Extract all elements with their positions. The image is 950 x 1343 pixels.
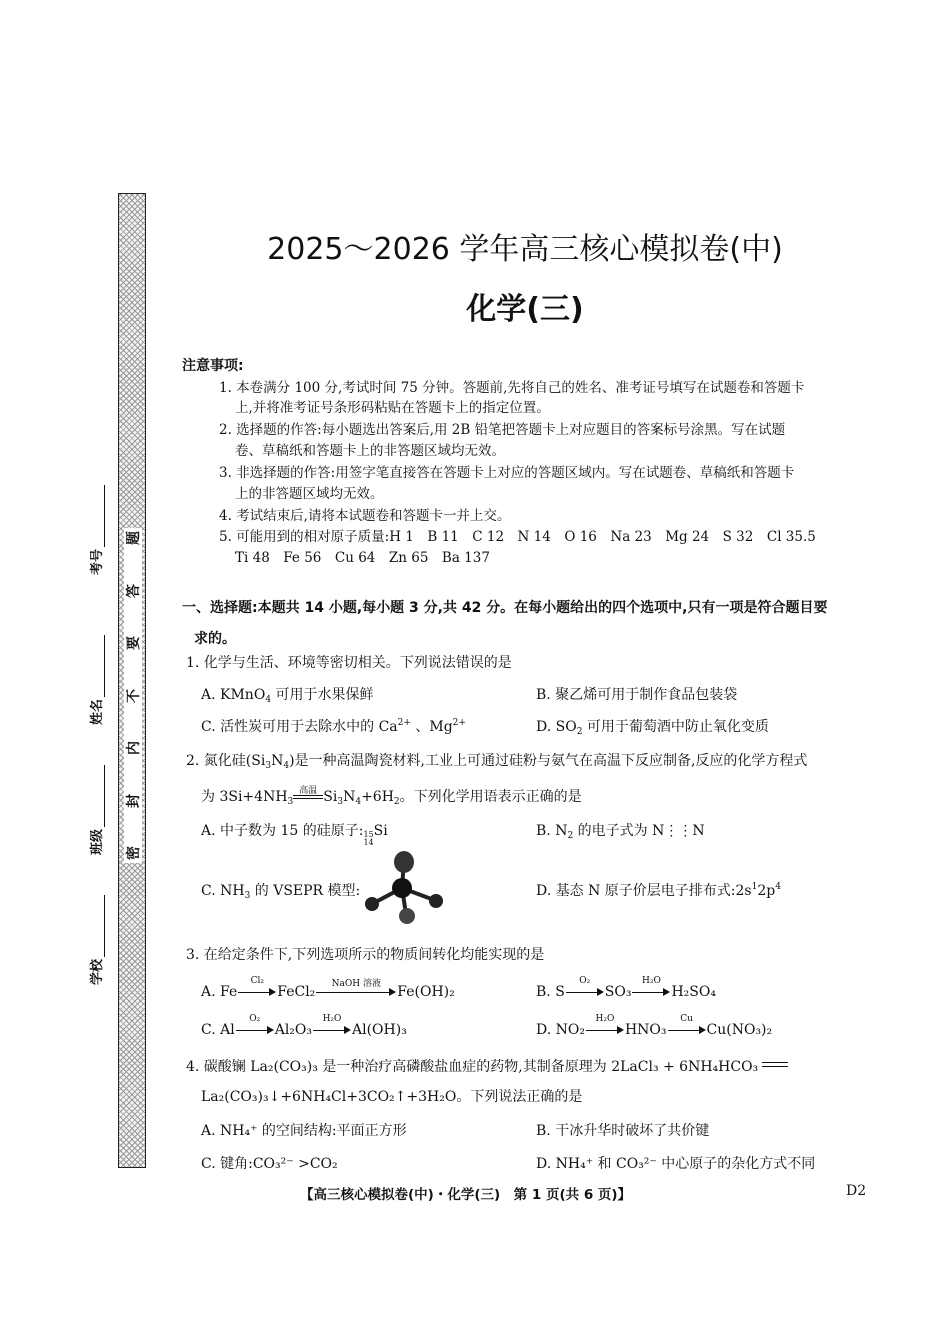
seal-char: 答 — [126, 583, 142, 598]
text: 2 — [393, 797, 400, 807]
page-title: 2025～2026 学年高三核心模拟卷(中) — [267, 232, 783, 267]
text: 2+ — [397, 718, 411, 728]
text: 4 — [775, 882, 781, 892]
text: A. 中子数为 15 的硅原子: — [201, 823, 364, 839]
notice-item: 5. 可能用到的相对原子质量:H 1 B 11 C 12 N 14 O 16 Na 23 Mg 24 S 32 Cl 35.5 — [219, 529, 816, 545]
text: 、Mg — [410, 719, 453, 735]
text: Si — [323, 789, 338, 805]
text: H₂SO₄ — [671, 984, 716, 1000]
school-label: 学校 — [90, 958, 105, 985]
notice-item: 3. 非选择题的作答:用签字笔直接答在答题卡上对应的答题区域内。写在试题卷、草稿纸和答题卡 — [219, 465, 795, 481]
q4-option-c[interactable]: C. 键角:CO₃²⁻ >CO₂ — [201, 1156, 338, 1172]
text: 4 — [265, 695, 272, 705]
section-heading-line: 一、选择题:本题共 14 小题,每小题 3 分,共 42 分。在每小题给出的四个选项中,只有一项是符合题目要 — [182, 600, 828, 616]
equals-sign — [762, 1062, 788, 1067]
text: 4 — [283, 761, 290, 771]
text: FeCl₂ — [277, 984, 316, 1000]
exam-no-label: 考号 — [90, 548, 105, 575]
q2-option-a[interactable] — [201, 820, 388, 847]
text: 3 — [337, 797, 344, 807]
condition: NaOH 溶液 — [331, 979, 381, 989]
section-heading — [182, 593, 872, 655]
text: 4. 碳酸镧 La₂(CO₃)₃ 是一种治疗高磷酸盐血症的药物,其制备原理为 2LaCl₃ + 6NH₄HCO₃ — [186, 1059, 759, 1075]
text: B. N — [536, 823, 568, 839]
reaction-condition: 高温 — [299, 786, 318, 796]
class-field[interactable] — [85, 765, 105, 855]
page-footer: 【高三核心模拟卷(中)・化学(三) 第 1 页(共 6 页)】 — [300, 1187, 632, 1203]
section-heading-line: 求的。 — [194, 631, 236, 647]
mass-number: 15 — [363, 830, 374, 839]
q4-option-d[interactable]: D. NH₄⁺ 和 CO₃²⁻ 中心原子的杂化方式不同 — [536, 1156, 816, 1172]
q3-option-b[interactable] — [536, 976, 716, 1000]
seal-char: 不 — [126, 688, 142, 703]
text: 3 — [287, 797, 294, 807]
notice-item: 2. 选择题的作答:每小题选出答案后,用 2B 铅笔把答题卡上对应题目的答案标号涂黑。写在试题 — [219, 422, 786, 438]
text: 3 — [244, 891, 251, 901]
text: )是一种高温陶瓷材料,工业上可通过硅粉与氨气在高温下反应制备,反应的化学方程式 — [289, 753, 808, 769]
text: 2 — [567, 831, 574, 841]
name-field[interactable] — [85, 635, 105, 725]
text: 2+ — [452, 718, 466, 728]
arrow-icon — [313, 1014, 351, 1036]
q4-stem-line1 — [186, 1056, 876, 1078]
text: +6H — [361, 789, 394, 805]
condition: H₂O — [322, 1014, 342, 1024]
q1-option-a[interactable] — [201, 684, 374, 705]
text: N — [271, 753, 284, 769]
notice-item: Ti 48 Fe 56 Cu 64 Zn 65 Ba 137 — [235, 550, 490, 566]
condition: H₂O — [642, 976, 661, 986]
q2-equation — [201, 786, 582, 813]
seal-warning — [124, 528, 142, 863]
text: 可用于水果保鲜 — [271, 687, 374, 703]
q2-option-b[interactable] — [536, 820, 705, 841]
q4-option-a[interactable]: A. NH₄⁺ 的空间结构:平面正方形 — [201, 1123, 407, 1139]
q4-option-b[interactable]: B. 干冰升华时破坏了共价键 — [536, 1123, 710, 1139]
text: 2 — [576, 727, 583, 737]
text: D. SO — [536, 719, 577, 735]
text: 为 3Si+4NH — [201, 789, 288, 805]
q1-option-d[interactable] — [536, 716, 769, 737]
q2-stem — [186, 750, 807, 777]
q3-stem: 3. 在给定条件下,下列选项所示的物质间转化均能实现的是 — [186, 947, 545, 963]
arrow-icon — [236, 1014, 274, 1036]
text: 1 — [751, 882, 758, 892]
arrow-icon — [668, 1014, 706, 1036]
page-subtitle: 化学(三) — [466, 292, 584, 327]
q2-option-d[interactable] — [536, 880, 781, 900]
name-label: 姓名 — [90, 698, 105, 725]
seal-char: 封 — [126, 793, 142, 808]
arrow-icon — [632, 976, 670, 998]
condition: Cl₂ — [250, 976, 264, 986]
equals-sign — [293, 786, 323, 803]
notice-heading: 注意事项: — [182, 358, 244, 374]
q4-stem-line2: La₂(CO₃)₃↓+6NH₄Cl+3CO₂↑+3H₂O。下列说法正确的是 — [201, 1089, 583, 1105]
condition: O₂ — [579, 976, 591, 986]
atomic-number: 14 — [363, 838, 374, 847]
seal-char: 题 — [126, 531, 142, 545]
q2-option-c[interactable] — [201, 880, 360, 901]
text: C. Al — [201, 1022, 235, 1038]
notice-item: 卷、草稿纸和答题卡上的非答题区域均无效。 — [235, 443, 505, 459]
text: Al(OH)₃ — [352, 1022, 407, 1038]
text: HNO₃ — [624, 1022, 667, 1038]
text: D. NO₂ — [536, 1022, 585, 1038]
text: 。下列化学用语表示正确的是 — [399, 789, 582, 805]
text: A. Fe — [201, 984, 238, 1000]
text: 的 VSEPR 模型: — [250, 883, 361, 899]
class-label: 班级 — [90, 828, 105, 855]
text: 的电子式为 N⋮⋮N — [573, 823, 705, 839]
seal-char: 要 — [126, 636, 142, 650]
arrow-icon — [316, 979, 396, 998]
text: 可用于葡萄酒中防止氧化变质 — [582, 719, 769, 735]
text: D. 基态 N 原子价层电子排布式:2s — [536, 883, 752, 899]
text: Al₂O₃ — [274, 1022, 312, 1038]
text: Fe(OH)₂ — [397, 984, 455, 1000]
condition: H₂O — [595, 1014, 615, 1024]
notice-item: 4. 考试结束后,请将本试题卷和答题卡一并上交。 — [219, 508, 511, 524]
paper-code: D2 — [846, 1183, 867, 1199]
text: SO₃ — [604, 984, 632, 1000]
text: A. KMnO — [201, 687, 266, 703]
text: C. 活性炭可用于去除水中的 Ca — [201, 719, 398, 735]
text: B. S — [536, 984, 565, 1000]
arrow-icon — [586, 1014, 624, 1036]
condition: O₂ — [249, 1014, 261, 1024]
seal-char: 内 — [126, 741, 142, 755]
school-field[interactable] — [85, 895, 105, 985]
exam-no-field[interactable] — [85, 485, 105, 575]
arrow-icon — [238, 976, 276, 998]
q1-stem: 1. 化学与生活、环境等密切相关。下列说法错误的是 — [186, 655, 512, 671]
text: N — [343, 789, 356, 805]
text: Si — [373, 823, 388, 839]
text: 3 — [265, 761, 272, 771]
notice-item: 上,并将准考证号条形码粘贴在答题卡上的指定位置。 — [235, 400, 550, 416]
q1-option-b[interactable]: B. 聚乙烯可用于制作食品包装袋 — [536, 687, 738, 703]
notice-item: 1. 本卷满分 100 分,考试时间 75 分钟。答题前,先将自己的姓名、准考证号填写在试题卷和答题卡 — [219, 380, 805, 396]
seal-char: 密 — [126, 846, 142, 860]
q3-option-a[interactable] — [201, 976, 455, 1000]
notice-item: 上的非答题区域均无效。 — [235, 486, 384, 502]
text: 2. 氮化硅(Si — [186, 753, 266, 769]
vsepr-model-image — [360, 848, 450, 928]
q1-option-c[interactable] — [201, 716, 466, 736]
text: C. NH — [201, 883, 245, 899]
text: 4 — [355, 797, 362, 807]
q3-option-c[interactable] — [201, 1014, 407, 1038]
text: 2p — [757, 883, 776, 899]
q3-option-d[interactable] — [536, 1014, 773, 1038]
text: Cu(NO₃)₂ — [706, 1022, 773, 1038]
condition: Cu — [680, 1014, 693, 1024]
arrow-icon — [566, 976, 604, 998]
